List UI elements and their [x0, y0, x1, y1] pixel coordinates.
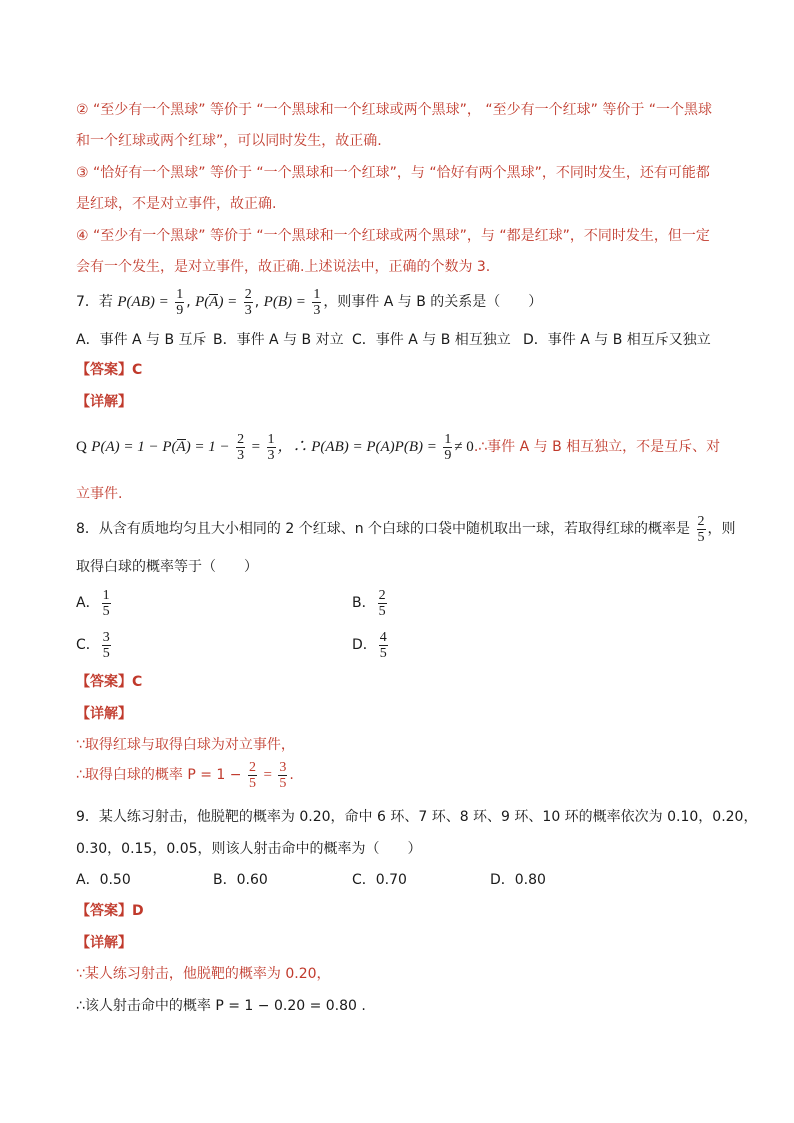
q7-sol-conclusion: .∴事件 A 与 B 相互独立，不是互斥、对	[473, 439, 721, 455]
q8-sol-period: .	[289, 767, 294, 783]
q7-frac-3	[312, 287, 321, 318]
q8-option-d	[352, 628, 390, 662]
q7-option-d: D．事件 A 与 B 相互斥又独立	[523, 332, 711, 348]
q9-option-c: C．0.70	[352, 872, 407, 888]
q8-option-d-den: 5	[379, 645, 387, 661]
q7-frac-3-num: 1	[313, 286, 321, 302]
q8-option-c-den: 5	[102, 645, 110, 661]
q8-option-c-frac	[102, 630, 111, 661]
q7-sol-c: ，∴ P(AB) = P(A)P(B) =	[277, 439, 437, 455]
q7-sol-pa: P(A) = 1 − P(	[91, 439, 177, 455]
q9-answer: 【答案】D	[76, 903, 144, 919]
q8-option-c	[76, 628, 113, 662]
q8-stem-line-1	[76, 512, 736, 546]
q7-sol-frac-1	[236, 432, 245, 463]
q7-frac-3-den: 3	[313, 302, 321, 318]
para-3-line-1: ③ “恰好有一个黑球” 等价于 “一个黑球和一个红球”，与 “恰好有两个黑球”，不同时发生，还有可能都	[76, 165, 710, 181]
q7-detail-label: 【详解】	[76, 394, 132, 410]
q7-frac-2-den: 3	[244, 302, 252, 318]
q8-solution-line-2	[76, 758, 294, 792]
para-4-line-1: ④ “至少有一个黑球” 等价于 “一个黑球和一个红球或两个黑球”，与 “都是红球”，不同时发生，但一定	[76, 228, 710, 244]
q7-frac-1-den: 9	[176, 302, 184, 318]
q7-option-a: A．事件 A 与 B 互斥	[76, 332, 207, 348]
para-2-line-2: 和一个红球或两个红球”，可以同时发生，故正确.	[76, 133, 382, 149]
q7-sol-frac-3	[443, 432, 452, 463]
q9-solution-line-2: ∴该人射击命中的概率 P = 1 − 0.20 = 0.80 .	[76, 998, 366, 1014]
q8-option-b-den: 5	[378, 603, 386, 619]
q8-frac	[697, 514, 706, 545]
q7-prefix: 7．若	[76, 294, 113, 310]
q7-pabar-p: P(	[195, 294, 210, 310]
q8-answer: 【答案】C	[76, 674, 143, 690]
q7-sol-frac-2-den: 3	[267, 447, 275, 463]
q8-sol-frac-2	[278, 760, 287, 791]
q9-option-d: D．0.80	[490, 872, 546, 888]
q7-pabar-close: ) =	[218, 294, 238, 310]
q7-pb: P(B) =	[263, 294, 306, 310]
q8-option-a-den: 5	[102, 603, 110, 619]
q9-stem-line-2: 0.30，0.15，0.05，则该人射击命中的概率为（ ）	[76, 841, 422, 857]
q8-sol-eq: =	[263, 767, 272, 783]
q7-frac-2	[244, 287, 253, 318]
q8-solution-line-1: ∵取得红球与取得白球为对立事件，	[76, 737, 295, 753]
q8-option-d-num: 4	[379, 629, 387, 645]
q7-solution	[76, 430, 720, 464]
q7-solution-line-2: 立事件.	[76, 486, 123, 502]
q7-sol-frac-1-den: 3	[237, 447, 245, 463]
q9-detail-label: 【详解】	[76, 935, 132, 951]
q7-frac-1	[175, 287, 184, 318]
q8-option-b-num: 2	[378, 587, 386, 603]
q7-frac-1-num: 1	[176, 286, 184, 302]
q8-option-b-label: B．	[352, 595, 376, 611]
q8-frac-num: 2	[697, 513, 705, 529]
q7-sol-frac-2	[267, 432, 276, 463]
q7-suffix: ，则事件 A 与 B 的关系是（ ）	[323, 294, 543, 310]
q7-sol-eq: =	[251, 439, 261, 455]
q8-sol-text: ∴取得白球的概率 P = 1 −	[76, 767, 242, 783]
q8-sol-frac-1-num: 2	[248, 759, 256, 775]
q8-option-c-num: 3	[102, 629, 110, 645]
q7-sol-frac-1-num: 2	[237, 431, 245, 447]
q9-stem-line-1: 9．某人练习射击，他脱靶的概率为 0.20，命中 6 环、7 环、8 环、9 环、10 环的概率依次为 0.10，0.20，	[76, 809, 758, 825]
q8-sol-frac-1	[248, 760, 257, 791]
para-2-line-1: ② “至少有一个黑球” 等价于 “一个黑球和一个红球或两个黑球”， “至少有一个红球” 等价于 “一个黑球	[76, 102, 713, 118]
q8-option-a-label: A．	[76, 595, 100, 611]
q7-sol-abar: A	[176, 439, 186, 455]
q7-sol-b: ) = 1 −	[185, 439, 230, 455]
q7-option-c: C．事件 A 与 B 相互独立	[352, 332, 511, 348]
para-4-line-2: 会有一个发生，是对立事件，故正确.上述说法中，正确的个数为 3.	[76, 259, 491, 275]
q8-sol-frac-2-num: 3	[279, 759, 287, 775]
para-3-line-2: 是红球，不是对立事件，故正确.	[76, 196, 277, 212]
q8-stem-tail: ，则	[707, 521, 736, 537]
q7-pab: P(AB) =	[117, 294, 169, 310]
q8-option-d-label: D．	[352, 637, 377, 653]
q8-option-b-frac	[378, 588, 387, 619]
q9-option-a: A．0.50	[76, 872, 131, 888]
q8-option-d-frac	[379, 630, 388, 661]
q8-option-a-num: 1	[102, 587, 110, 603]
q7-sol-frac-3-den: 9	[444, 447, 452, 463]
q8-frac-den: 5	[697, 529, 705, 545]
q8-option-b	[352, 586, 389, 620]
q7-frac-2-num: 2	[244, 286, 252, 302]
q7-sol-frac-2-num: 1	[267, 431, 275, 447]
q8-detail-label: 【详解】	[76, 706, 132, 722]
q7-sol-frac-3-num: 1	[444, 431, 452, 447]
q7-stem: 7．若 P(AB) = $\frac{1}{9}$ , P(A) = $\frac{2}{3}$ , P(B) = $\frac{1}{3}$ ，则事件 A 与 B 的关系是（ ）	[76, 286, 543, 318]
q8-stem-line-2: 取得白球的概率等于（ ）	[76, 559, 258, 575]
q9-option-b: B．0.60	[213, 872, 268, 888]
q7-sol-q: Q	[76, 439, 87, 455]
q8-option-a	[76, 586, 113, 620]
q8-sol-frac-1-den: 5	[248, 775, 256, 791]
q8-option-c-label: C．	[76, 637, 100, 653]
q8-sol-frac-2-den: 5	[279, 775, 287, 791]
q7-abar: A	[209, 294, 219, 310]
q7-answer: 【答案】C	[76, 362, 143, 378]
q8-stem-text: 8．从含有质地均匀且大小相同的 2 个红球、n 个白球的口袋中随机取出一球，若取得红球的概率是	[76, 521, 691, 537]
q7-option-b: B．事件 A 与 B 对立	[213, 332, 344, 348]
q9-solution-line-1: ∵某人练习射击，他脱靶的概率为 0.20，	[76, 966, 331, 982]
q8-option-a-frac	[102, 588, 111, 619]
q7-sol-d: ≠ 0	[454, 439, 474, 455]
